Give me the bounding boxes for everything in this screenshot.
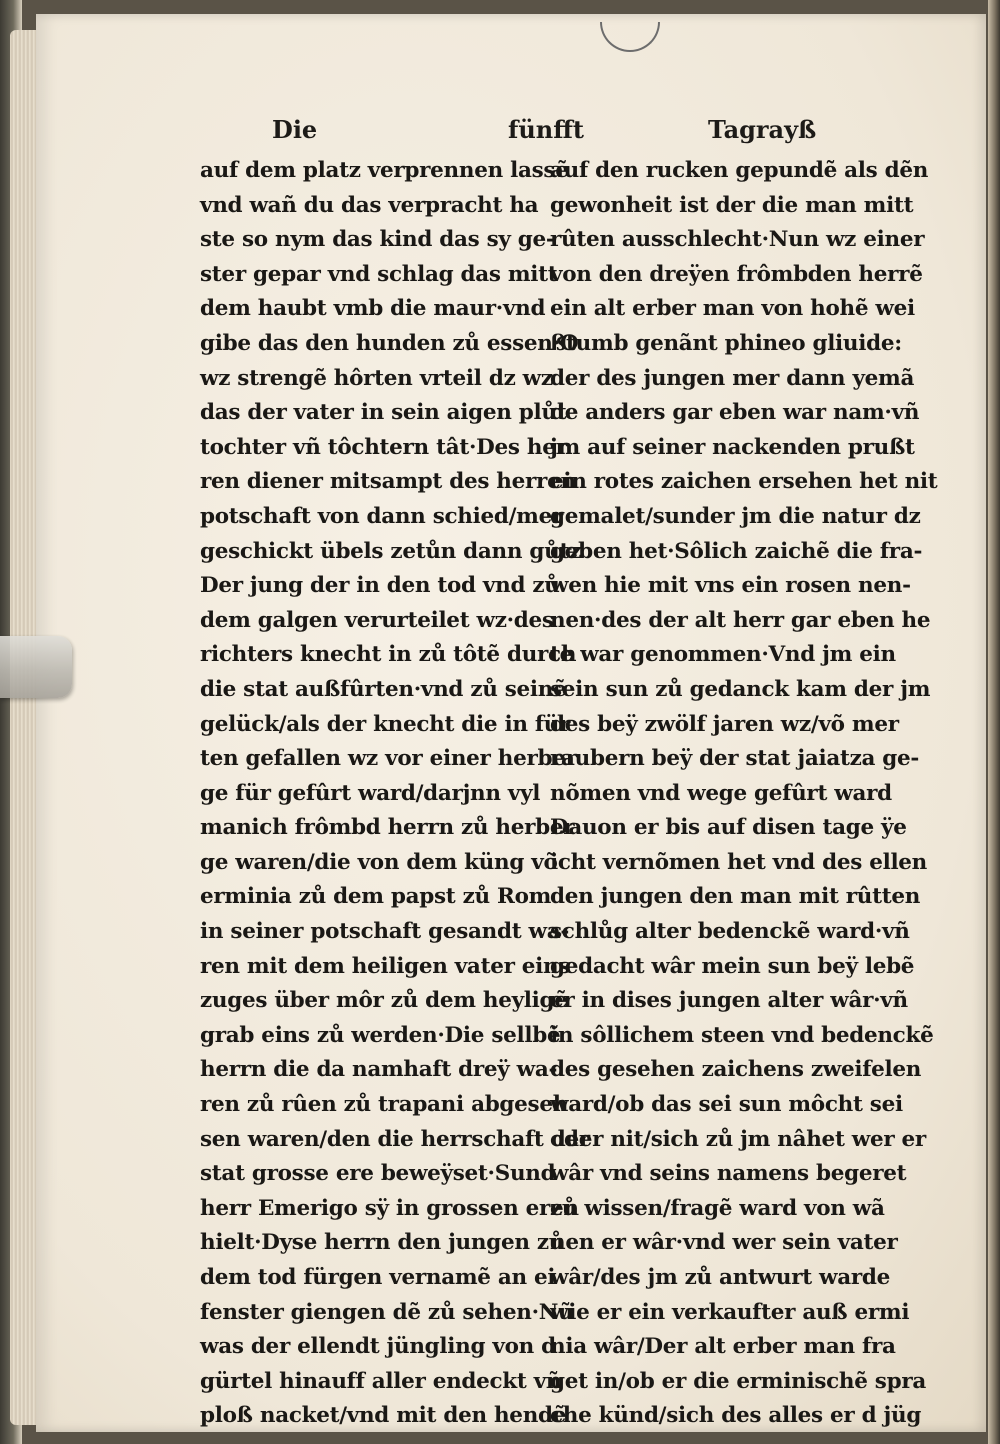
text-line: wz strengẽ hôrten vrteil dz wz: [200, 365, 553, 391]
text-line: zuges über môr zů dem heyligẽ: [200, 988, 568, 1014]
text-line: ste so nym das kind das sy ge-: [200, 227, 555, 253]
text-line: gedacht wâr mein sun beÿ lebẽ: [550, 953, 915, 979]
text-line: te war genommen·Vnd jm ein: [550, 642, 896, 668]
text-line: das der vater in sein aigen plůt: [200, 400, 567, 426]
text-line: manich frômbd herrn zů herber: [200, 815, 575, 841]
book-gutter-edge: [988, 0, 1000, 1444]
text-line: ßtumb genãnt phineo gliuide:: [550, 330, 902, 356]
text-line: dem galgen verurteilet wz·des: [200, 607, 554, 633]
text-column-right: [550, 154, 938, 1434]
text-line: den jungen den man mit rûtten: [550, 884, 921, 910]
text-line: auf den rucken gepundẽ als dẽn: [550, 158, 929, 183]
text-line: ploß nacket/vnd mit den hendẽ: [200, 1403, 567, 1429]
text-line: ein rotes zaichen ersehen het nit: [550, 469, 938, 495]
text-line: ein alt erber man von hohẽ wei: [550, 296, 915, 322]
text-line: oder nit/sich zů jm nâhet wer er: [550, 1126, 926, 1152]
text-line: rûten ausschlecht·Nun wz einer: [550, 227, 925, 253]
text-line: dem haubt vmb die maur·vnd: [200, 296, 546, 322]
text-line: wie er ein verkaufter auß ermi: [550, 1299, 910, 1325]
text-line: nia wâr/Der alt erber man fra: [550, 1334, 896, 1360]
text-line: hielt·Dyse herrn den jungen zů: [200, 1230, 565, 1256]
text-line: die stat außfûrten·vnd zů seinẽ: [200, 676, 567, 702]
text-line: in seiner potschaft gesandt wa-: [200, 919, 569, 945]
running-head-left: Die: [272, 115, 318, 144]
text-line: ren diener mitsampt des herren: [200, 469, 576, 495]
text-line: geschickt übels zetůn dann gůtz: [200, 538, 581, 564]
text-line: auf dem platz verprennen lassẽ: [200, 158, 569, 183]
text-line: gewonheit ist der die man mitt: [550, 192, 914, 218]
text-line: gürtel hinauff aller endeckt vñ: [200, 1368, 562, 1394]
text-line: herrn die da namhaft dreÿ wa-: [200, 1057, 558, 1083]
text-line: nen er wâr·vnd wer sein vater: [550, 1230, 898, 1256]
text-line: dem tod fürgen vernamẽ an ei: [200, 1265, 556, 1290]
text-line: was der ellendt jüngling von d: [200, 1334, 556, 1360]
text-line: fenster giengen dẽ zů sehen·Nũ: [200, 1299, 574, 1325]
running-head: [0, 115, 1000, 155]
text-line: de anders gar eben war nam·vñ: [550, 400, 920, 426]
text-line: wâr/des jm zů antwurt warde: [550, 1265, 891, 1290]
text-line: raubern beÿ der stat jaiatza ge-: [550, 746, 920, 772]
text-line: er in dises jungen alter wâr·vñ: [550, 988, 908, 1014]
text-line: nen·des der alt herr gar eben he: [550, 607, 931, 633]
text-line: stat grosse ere beweÿset·Sund: [200, 1161, 556, 1187]
text-line: ward/ob das sei sun môcht sei: [550, 1092, 903, 1118]
text-line: geben het·Sôlich zaichẽ die fra-: [550, 538, 923, 564]
text-line: Der jung der in den tod vnd zů: [200, 573, 560, 599]
text-line: von den dreÿen frômbden herrẽ: [550, 261, 923, 287]
text-line: in sôllichem steen vnd bedenckẽ: [550, 1022, 934, 1048]
text-line: ge für gefûrt ward/darjnn vyl: [200, 780, 541, 806]
text-line: der des jungen mer dann yemã: [550, 365, 915, 391]
text-line: sen waren/den die herrschaft der: [200, 1126, 590, 1152]
text-line: che künd/sich des alles er d jüg: [550, 1403, 922, 1429]
text-line: potschaft von dann schied/mer: [200, 503, 564, 529]
text-line: Dauon er bis auf disen tage ÿe: [550, 815, 907, 841]
text-line: zů wissen/fragẽ ward von wã: [550, 1195, 885, 1221]
text-line: vnd wañ du das verpracht ha: [200, 192, 539, 218]
page-clip-tab: [0, 636, 72, 698]
text-line: des beÿ zwölf jaren wz/võ mer: [550, 711, 899, 737]
text-line: ster gepar vnd schlag das mitt: [200, 261, 558, 287]
text-line: get in/ob er die erminischẽ spra: [550, 1368, 927, 1394]
text-line: ren zů rûen zů trapani abgeseh: [200, 1092, 569, 1118]
text-line: sein sun zů gedanck kam der jm: [550, 676, 931, 702]
text-line: gelück/als der knecht die in für: [200, 711, 571, 737]
text-line: wâr vnd seins namens begeret: [550, 1161, 907, 1187]
text-line: nõmen vnd wege gefûrt ward: [550, 780, 892, 806]
text-line: gibe das den hunden zů essen·O: [200, 330, 579, 356]
text-line: wen hie mit vns ein rosen nen-: [550, 573, 911, 599]
text-line: richters knecht in zů tôtẽ durch: [200, 642, 577, 668]
text-column-left: [200, 154, 590, 1434]
text-line: gemalet/sunder jm die natur dz: [550, 503, 921, 529]
running-head-center: fünfft: [508, 115, 585, 144]
text-line: icht vernõmen het vnd des ellen: [550, 849, 928, 875]
text-line: ten gefallen wz vor einer herber: [200, 746, 577, 772]
text-line: ge waren/die von dem küng võ: [200, 849, 558, 875]
text-line: erminia zů dem papst zů Rom: [200, 884, 552, 910]
text-line: des gesehen zaichens zweifelen: [550, 1057, 922, 1083]
text-line: jm auf seiner nackenden prußt: [550, 434, 915, 460]
text-line: herr Emerigo sÿ in grossen eren: [200, 1195, 579, 1221]
text-line: ren mit dem heiligen vater eins: [200, 953, 571, 979]
text-line: tochter vñ tôchtern tât·Des her: [200, 434, 567, 460]
text-line: grab eins zů werden·Die sellbẽ: [200, 1022, 561, 1048]
running-head-right: Tagrayß: [708, 115, 817, 144]
text-line: schlůg alter bedenckẽ ward·vñ: [550, 919, 910, 945]
